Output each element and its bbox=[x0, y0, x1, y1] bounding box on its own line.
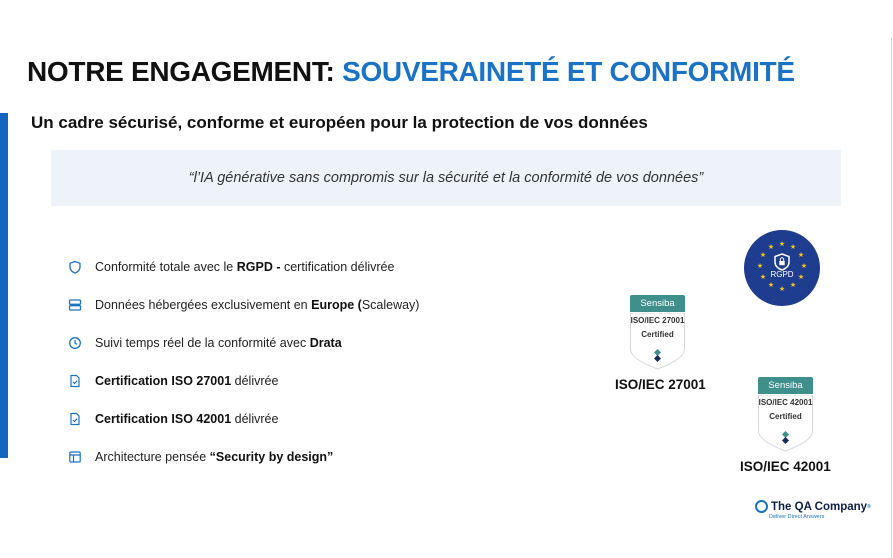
feature-text bbox=[95, 412, 278, 426]
badge-text-group bbox=[758, 399, 813, 422]
svg-text:★: ★ bbox=[759, 252, 767, 259]
clock-icon bbox=[68, 336, 82, 350]
feature-text-bold: Certification ISO 27001 bbox=[95, 374, 232, 388]
quote-box bbox=[51, 150, 841, 206]
feature-text bbox=[95, 298, 419, 312]
page-title bbox=[27, 56, 795, 88]
iso27001-badge bbox=[630, 295, 685, 340]
svg-text:★: ★ bbox=[767, 244, 775, 251]
svg-text:★: ★ bbox=[778, 286, 786, 293]
feature-list bbox=[68, 248, 419, 476]
svg-text:★: ★ bbox=[797, 274, 805, 281]
title-part-2: SOUVERAINETÉ ET CONFORMITÉ bbox=[342, 56, 795, 87]
server-icon bbox=[68, 298, 82, 312]
svg-text:★: ★ bbox=[759, 274, 767, 281]
feature-item-europe bbox=[68, 286, 419, 324]
badge-brand: Sensiba bbox=[630, 295, 685, 312]
registered-mark: ® bbox=[867, 503, 871, 510]
feature-text-post: délivrée bbox=[231, 412, 279, 426]
feature-text-pre: Suivi temps réel de la conformité avec bbox=[95, 336, 310, 350]
feature-item-drata bbox=[68, 324, 419, 362]
feature-text-post: délivrée bbox=[231, 374, 279, 388]
certificate-icon bbox=[68, 374, 82, 388]
quote-text: “l’IA générative sans compromis sur la sécurité et la conformité de vos données” bbox=[188, 170, 704, 186]
feature-text-post: Scaleway) bbox=[361, 298, 420, 312]
badge-line-2: Certified bbox=[769, 411, 802, 421]
layout-icon bbox=[68, 450, 82, 464]
feature-text-post: certification délivrée bbox=[283, 260, 395, 274]
feature-text bbox=[95, 336, 342, 350]
feature-text bbox=[95, 260, 394, 274]
svg-text:★: ★ bbox=[800, 263, 808, 270]
company-logo bbox=[755, 500, 871, 520]
title-part-1: NOTRE ENGAGEMENT: bbox=[27, 56, 343, 87]
feature-text-pre: Données hébergées exclusivement en bbox=[95, 298, 312, 312]
rgpd-label: RGPD bbox=[770, 270, 794, 279]
shield-icon bbox=[68, 260, 82, 274]
badge-brand: Sensiba bbox=[758, 377, 813, 394]
feature-text bbox=[95, 374, 278, 388]
badge-line-2: Certified bbox=[641, 329, 674, 339]
right-divider bbox=[891, 38, 892, 558]
svg-text:★: ★ bbox=[789, 282, 797, 289]
rgpd-badge bbox=[744, 230, 820, 306]
badge-line-1: ISO/IEC 27001 bbox=[630, 316, 685, 325]
feature-text-bold: “Security by design” bbox=[209, 450, 334, 464]
certificate-icon bbox=[68, 412, 82, 426]
logo-ring-icon bbox=[755, 500, 768, 513]
feature-item-security-by-design bbox=[68, 438, 419, 476]
feature-text-bold: Drata bbox=[309, 336, 342, 350]
feature-text-bold: Certification ISO 42001 bbox=[95, 412, 232, 426]
iso42001-label: ISO/IEC 42001 bbox=[740, 459, 831, 474]
svg-text:★: ★ bbox=[797, 252, 805, 259]
svg-text:★: ★ bbox=[767, 282, 775, 289]
logo-row bbox=[755, 500, 871, 513]
feature-item-iso27001 bbox=[68, 362, 419, 400]
iso42001-badge bbox=[758, 377, 813, 422]
logo-name: The QA Company bbox=[771, 500, 868, 513]
badge-text-group bbox=[630, 317, 685, 340]
logo-tagline: Deliver Direct Answers bbox=[769, 514, 825, 520]
svg-text:★: ★ bbox=[789, 244, 797, 251]
feature-text-pre: Architecture pensée bbox=[95, 450, 210, 464]
iso27001-label: ISO/IEC 27001 bbox=[615, 377, 706, 392]
feature-text-bold: Europe ( bbox=[311, 298, 362, 312]
feature-item-iso42001 bbox=[68, 400, 419, 438]
feature-text bbox=[95, 450, 333, 464]
svg-text:★: ★ bbox=[778, 241, 786, 248]
eu-stars-icon bbox=[744, 230, 820, 306]
feature-item-rgpd bbox=[68, 248, 419, 286]
subtitle: Un cadre sécurisé, conforme et européen pour la protection de vos données bbox=[31, 113, 648, 132]
left-accent-bar bbox=[0, 113, 8, 458]
badge-line-1: ISO/IEC 42001 bbox=[758, 398, 813, 407]
feature-text-pre: Conformité totale avec le bbox=[95, 260, 237, 274]
svg-text:★: ★ bbox=[756, 263, 764, 270]
feature-text-bold: RGPD - bbox=[236, 260, 284, 274]
